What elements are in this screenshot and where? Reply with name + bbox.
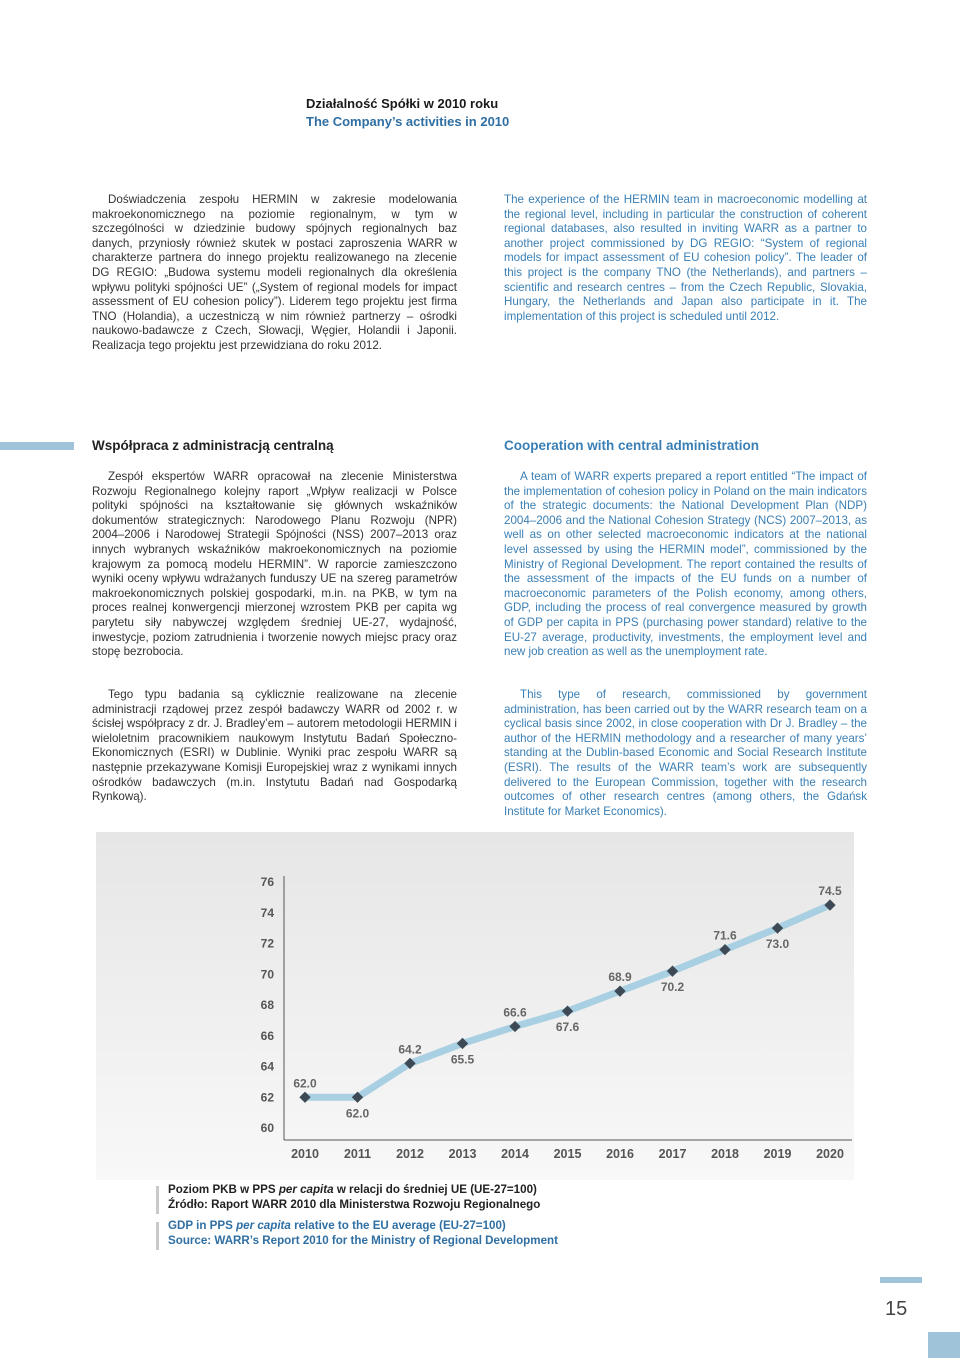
page-accent-bar [880, 1277, 922, 1283]
x-tick-label: 2015 [553, 1147, 582, 1161]
data-label: 62.0 [345, 1106, 370, 1121]
data-label: 66.6 [503, 1005, 527, 1020]
page-title-en: The Company’s activities in 2010 [306, 114, 510, 129]
section-accent-bar [0, 442, 74, 450]
y-tick-label: 62 [260, 1090, 274, 1105]
x-tick-label: 2012 [396, 1147, 424, 1161]
x-tick-label: 2010 [291, 1147, 319, 1161]
x-tick-label: 2014 [501, 1147, 529, 1161]
x-tick-label: 2011 [343, 1147, 372, 1161]
x-tick-label: 2018 [711, 1147, 739, 1161]
section-title-en: Cooperation with central administration [504, 438, 760, 453]
y-tick-label: 74 [260, 905, 274, 920]
caption-en-line2: Source: WARR’s Report 2010 for the Ministry of Regional Development [168, 1234, 558, 1247]
data-label: 67.6 [555, 1020, 580, 1035]
chart-background [96, 832, 854, 1180]
y-tick-label: 66 [260, 1028, 274, 1043]
data-label: 62.0 [293, 1076, 317, 1091]
x-tick-label: 2017 [658, 1147, 687, 1161]
intro-paragraph-en: The experience of the HERMIN team in macroeconomic modelling at the regional level, including in particular the construction of coherent regional databases, also resulted in inviting WARR as a partner to another project commissioned by DG REGIO: “System of regional models for impact assessment of EU cohesion policy”. The leader of this project is the company TNO (the Netherlands), and partners – scientific and research centres – from the Czech Republic, Slovakia, Hungary, the Netherlands and Japan also participate in it. The implementation of this project is scheduled until 2012. [504, 193, 867, 323]
section-paragraph-en-2: This type of research, commissioned by government administration, has been carried out by the WARR research team on a cyclical basis since 2002, in close cooperation with Dr J. Bradley – the author of the HERMIN methodology and a researcher of many years’ standing at the Dublin-based Economic and Social Research Institute (ESRI). The results of the WARR team’s work are subsequently delivered to the European Commission, together with the research outcomes of other research centres (among others, the Gdańsk Institute for Market Economics). [504, 688, 867, 818]
data-label: 68.9 [608, 970, 632, 985]
gdp-chart-svg [96, 832, 854, 1180]
data-label: 73.0 [765, 937, 790, 952]
page-title-pl: Działalność Spółki w 2010 roku [306, 96, 499, 111]
section-paragraph-en-1: A team of WARR experts prepared a report entitled “The impact of the implementation of cohesion policy in Poland on the main indicators of the strategic documents: the National Development Plan (NDP) 2004–2006 and the National Cohesion Strategy (NCS) 2007–2013, as well as on other selected macroeconomic indicators at the national level assessed by using the HERMIN model”, commissioned by the Ministry of Regional Development. The report contained the results of the assessment of the impacts of the EU funds on a number of macroeconomic parameters of the Polish economy, among others, GDP, including the process of real convergence measured by growth of GDP per capita in PPS (purchasing power standard) relative to the EU-27 average, productivity, investments, the employment level and new job creation as well as the unemployment rate. [504, 470, 867, 659]
x-tick-label: 2016 [606, 1147, 634, 1161]
data-label: 70.2 [660, 980, 685, 995]
data-label: 71.6 [713, 928, 737, 943]
page-number: 15 [885, 1298, 908, 1320]
section-paragraph-pl-1: Zespół ekspertów WARR opracował na zlecenie Ministerstwa Rozwoju Regionalnego kolejny raport „Wpływ realizacji w Polsce polityki spójności na kształtowanie się głównych wskaźników dokumentów strategicznych: Narodowego Planu Rozwoju (NPR) 2004–2006 i Narodowej Strategii Spójności (NSS) 2007–2013 oraz innych wybranych wskaźników makroekonomicznych na poziomie krajowym za pomocą modelu HERMIN”. W raporcie zamieszczono wyniki oceny wpływu wdrażanych funduszy UE na szereg parametrów makroekonomicznych polskiej gospodarki, m.in. na PKB, w tym na proces realnej konwergencji mierzonej wzrostem PKB per capita wg parytetu siły nabywczej względem średniej UE-27, wydajność, inwestycje, poziom zatrudnienia i tworzenie nowych miejsc pracy oraz stopę bezrobocia. [92, 470, 457, 659]
x-tick-label: 2019 [763, 1147, 792, 1161]
y-tick-label: 76 [260, 875, 274, 889]
y-tick-label: 68 [260, 998, 274, 1012]
gdp-chart [96, 832, 854, 1180]
y-tick-label: 60 [260, 1121, 274, 1135]
data-label: 65.5 [450, 1052, 475, 1067]
intro-paragraph-pl: Doświadczenia zespołu HERMIN w zakresie modelowania makroekonomicznego na poziomie regionalnym, w tym w szczególności w dziedzinie budowy spójnych regionalnych baz danych, przyniosły również skutek w postaci zaproszenia WARR w charakterze partnera do innego projektu realizowanego na zlecenie DG REGIO: „Budowa systemu modeli regionalnych dla określenia wpływu polityki spójności UE” („System of regional models for impact assessment of EU cohesion policy”). Liderem tego projektu jest firma TNO (Holandia), a uczestniczą w nim również partnerzy – ośrodki naukowo-badawcze z Czech, Słowacji, Węgier, Holandii i Japonii. Realizacja tego projektu jest przewidziana do roku 2012. [92, 193, 457, 352]
data-label: 74.5 [818, 884, 842, 899]
data-label: 64.2 [398, 1042, 422, 1057]
y-tick-label: 70 [260, 967, 274, 982]
section-paragraph-pl-2: Tego typu badania są cyklicznie realizowane na zlecenie administracji rządowej przez zespół badawczy WARR od 2002 r. w ścisłej współpracy z dr. J. Bradley’em – autorem metodologii HERMIN i wieloletnim pracownikiem naukowym Instytutu Badań Społeczno-Ekonomicznych (ESRI) w Dublinie. Wyniki prac zespołu WARR są następnie przekazywane Komisji Europejskiej wraz z wynikami innych ośrodków badawczych (m.in. Instytutu Badań nad Gospodarką Rynkową). [92, 688, 457, 804]
y-tick-label: 64 [260, 1059, 274, 1074]
caption-pl-line1: Poziom PKB w PPS per capita w relacji do średniej UE (UE-27=100) [168, 1183, 537, 1196]
caption-pl-line2: Źródło: Raport WARR 2010 dla Ministerstwa Rozwoju Regionalnego [168, 1198, 541, 1211]
section-title-pl: Współpraca z administracją centralną [92, 438, 334, 453]
page-corner-block [928, 1332, 960, 1358]
caption-en [156, 1218, 768, 1248]
caption-en-line1: GDP in PPS per capita relative to the EU average (EU-27=100) [168, 1219, 506, 1232]
caption-pl [156, 1182, 768, 1212]
y-tick-label: 72 [260, 936, 274, 951]
x-tick-label: 2020 [816, 1147, 844, 1161]
x-tick-label: 2013 [448, 1147, 477, 1161]
